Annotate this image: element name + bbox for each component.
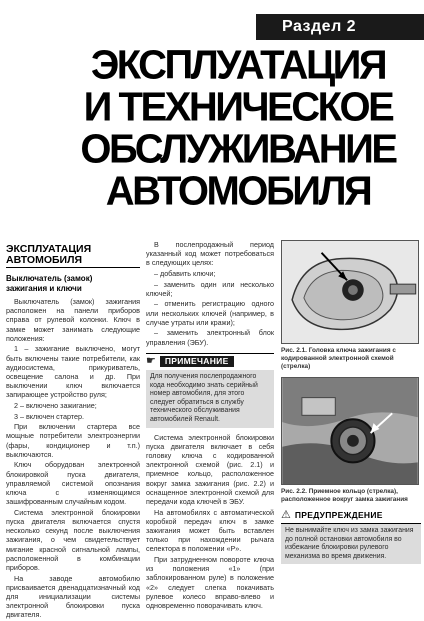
section-rule (6, 267, 140, 268)
subsection-title (6, 274, 140, 293)
paragraph: 3 – включен стартер. (14, 411, 85, 421)
warning-label: ПРЕДУПРЕЖДЕНИЕ (294, 509, 383, 520)
figure-caption: Рис. 2.1. Головка ключа зажигания с кодированной электронной схемой (стрелка) (281, 347, 396, 370)
paragraph: Выключатель (замок) зажигания расположен на панели приборов справа от рулевой колонки. Ключ в замке может занимать следующие положения: (6, 297, 140, 343)
warning-box: Не вынимайте ключ из замка зажигания до полной остановки автомобиля во избежание блокировки рулевого механизма во время движения. (281, 523, 421, 564)
figure-key-head (281, 240, 419, 344)
figure-caption: Рис. 2.2. Приемное кольцо (стрелка), расположенное вокруг замка зажигания (281, 488, 408, 503)
paragraph: – отменить регистрацию одного или нескольких ключей (например, в случае утраты или кражи); (146, 299, 274, 327)
paragraph: 2 – включено зажигание; (14, 401, 97, 411)
headline-line: И ТЕХНИЧЕСКОЕ (83, 84, 393, 130)
note-label: ПРИМЕЧАНИЕ (160, 356, 234, 367)
paragraph: – заменить электронный блок управления (ЭБУ). (146, 328, 274, 347)
column-3 (281, 240, 421, 564)
paragraph: Система электронной блокировки пуска двигателя включается спустя несколько секунд после выключения зажигания, о чем свидетельствует мигание красной сигнальной лампы, расположенной в комбинации приборов. (6, 507, 140, 573)
note-box: Для получения послепродажного кода необходимо знать серийный номер автомобиля, для этого следует обратиться в службу технического обслуживания автомобилей Renault. (146, 370, 274, 428)
paragraph: 1 – зажигание выключено, могут быть включены такие потребители, как аудиосистема, прикуриватель, освещение салона и др. При выключении ключ включается запирающее устройство руля; (6, 344, 140, 400)
figure-ignition-ring (281, 377, 419, 485)
paragraph: При включении стартера все мощные потребители электроэнергии (фары, кондиционер и т.п.) выключаются. (6, 422, 140, 459)
note-header (146, 353, 274, 367)
section-tab: Раздел 2 (256, 14, 424, 40)
headline-line: АВТОМОБИЛЯ (105, 168, 371, 214)
pointing-hand-icon: ☛ (146, 354, 156, 367)
column-2 (146, 240, 274, 612)
paragraph: Система электронной блокировки пуска двигателя включает в себя головку ключа с кодированной электронной схемой (рис. 2.1) и приемное кольцо, расположенное вокруг замка зажигания (рис. 2.2) и оснащенное электронной схемой для передачи кода ключей в ЭБУ. (146, 432, 274, 506)
column-1 (6, 240, 140, 621)
section-title-line: ЭКСПЛУАТАЦИЯ (6, 243, 92, 255)
warning-icon: ⚠ (281, 509, 291, 521)
paragraph: На автомобилях с автоматической коробкой передач ключ в замке зажигания может быть вставлен только при нахождении рычага селектора в положении «P». (146, 507, 274, 554)
headline-line: ЭКСПЛУАТАЦИЯ (90, 42, 386, 88)
headline-line: ОБСЛУЖИВАНИЕ (80, 126, 396, 172)
section-title-line: АВТОМОБИЛЯ (6, 253, 83, 266)
paragraph: – добавить ключи; (154, 269, 216, 278)
subsection-title-line: Выключатель (замок) (6, 274, 93, 283)
warning-header (281, 510, 421, 521)
paragraph: В послепродажный период указанный код может потребоваться в следующих целях: (146, 240, 274, 268)
subsection-title-line: зажигания и ключи (6, 283, 82, 293)
paragraph: На заводе автомобилю присваивается двенадцатизначный код для инициализации системы электронной блокировки пуска двигателя. (6, 573, 140, 620)
section-title (6, 244, 140, 265)
paragraph: Ключ оборудован электронной блокировкой пуска двигателя, управляемой системой опознания ключа с изменяющимся зашифрованным случайным кодом. (6, 460, 140, 507)
paragraph: – заменить один или несколько ключей; (146, 279, 274, 298)
paragraph: При затрудненном повороте ключа из положения «1» (при заблокированном руле) в положение «2» следует слегка покачивать рулевое колесо вправо-влево и одновременно поворачивать ключ. (146, 554, 274, 610)
page-headline (52, 44, 424, 214)
